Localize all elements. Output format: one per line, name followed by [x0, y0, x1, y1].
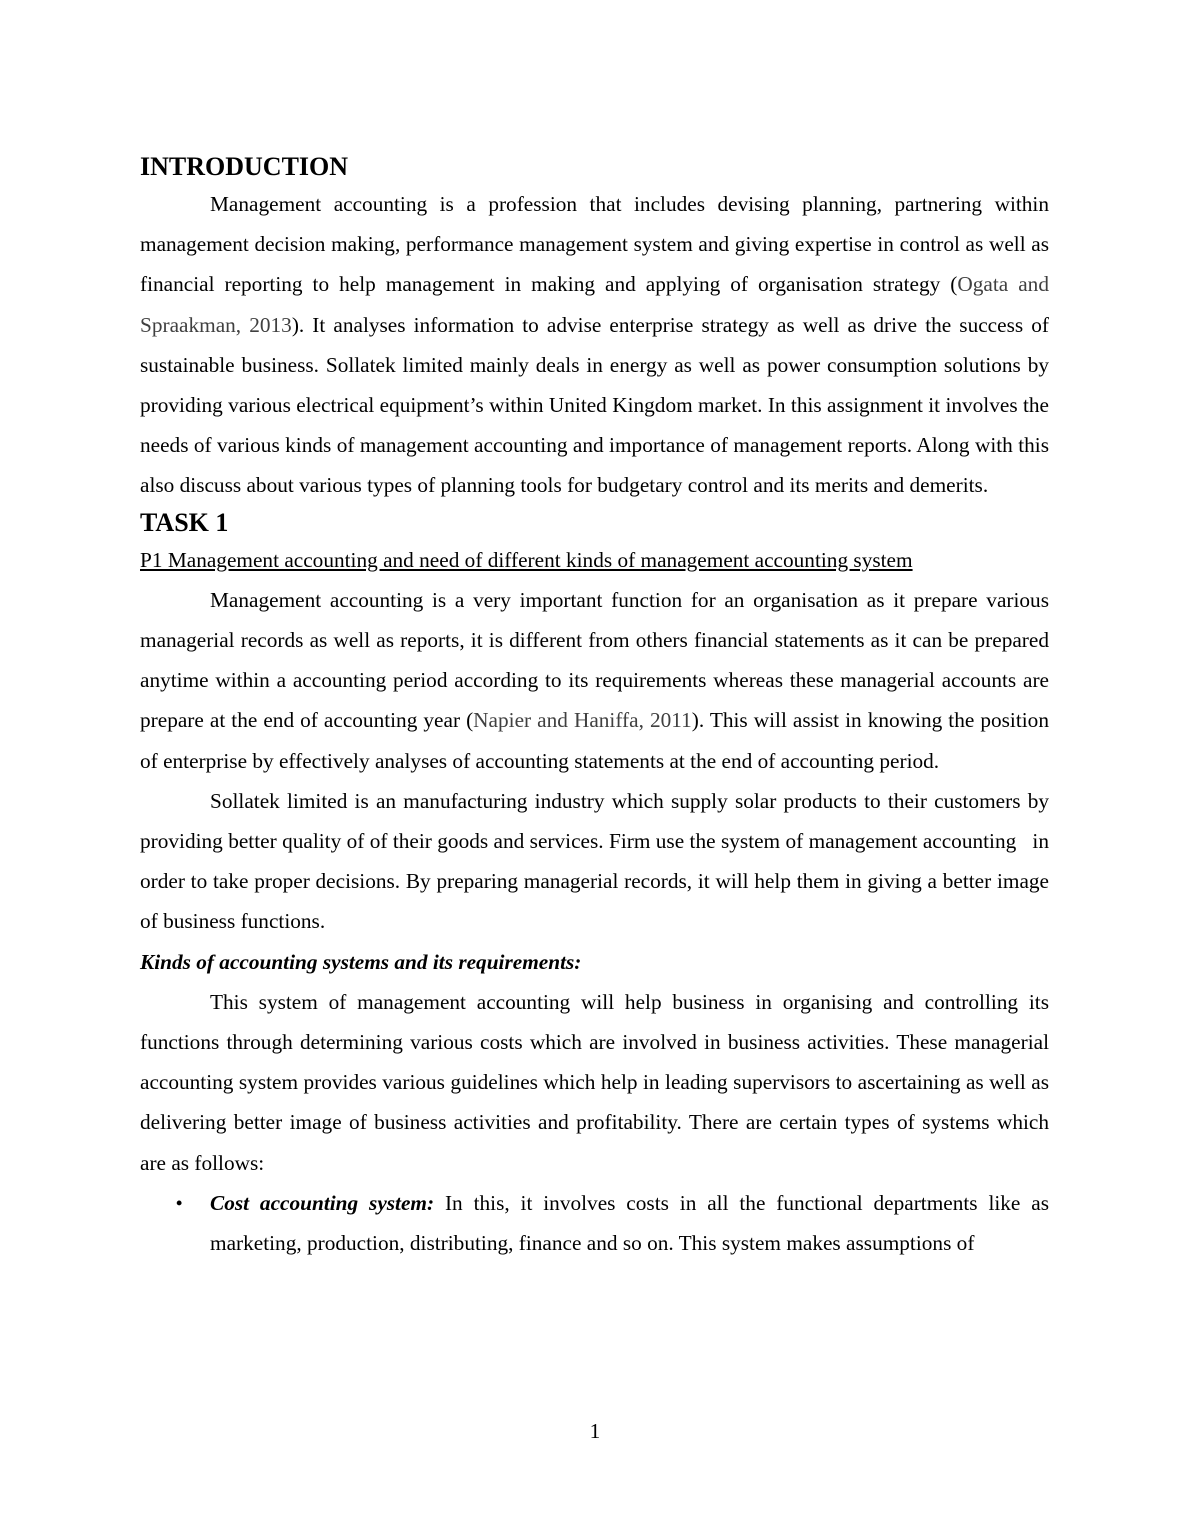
- list-item-term: Cost accounting system:: [210, 1190, 435, 1215]
- kinds-of-systems-title: Kinds of accounting systems and its requirements:: [140, 949, 582, 974]
- page-number: 1: [589, 1419, 601, 1443]
- task1-paragraph-2: Sollatek limited is an manufacturing industry which supply solar products to their customers by providing better quality of of their goods and services. Firm use the system of management accounting in order to take proper decisions. By preparing managerial records, it will help them in giving a better image of business functions.: [140, 788, 1055, 934]
- systems-list: [140, 1183, 1049, 1263]
- citation-ogata: Ogata and Spraakman, 2013: [140, 272, 1049, 337]
- task1-p1-text-start: Management accounting is a very important function for an organisation as it prepare various managerial records as well as reports, it is different from others financial statements as it can be prepared anytime within a accounting period according to its requirements whereas these managerial accounts are prepare at the end of accounting year (: [140, 587, 1049, 733]
- task1-p1-text-end: ). This will assist in knowing the position of enterprise by effectively analyses of accounting statements at the end of accounting period.: [140, 708, 1049, 773]
- introduction-heading: INTRODUCTION: [140, 152, 349, 181]
- bullet-icon: •: [176, 1192, 183, 1213]
- page-content: [140, 150, 1055, 1263]
- task1-paragraph-3: This system of management accounting will help business in organising and controlling its functions through determining various costs which are involved in business activities. These managerial accounting system provides various guidelines which help in leading supervisors to ascertaining as well as delivering better image of business activities and profitability. There are certain types of systems which are as follows:: [140, 989, 1049, 1175]
- introduction-text-end: ). It analyses information to advise enterprise strategy as well as drive the success of sustainable business. Sollatek limited mainly deals in energy as well as power consumption solutions by providing various electrical equipment’s within United Kingdom market. In this assignment it involves the needs of various kinds of management accounting and importance of management reports. Along with this also discuss about various types of planning tools for budgetary control and its merits and demerits.: [140, 312, 1049, 498]
- list-item-text: In this, it involves costs in all the functional departments like as marketing, production, distributing, finance and so on. This system makes assumptions of: [210, 1190, 1050, 1256]
- p1-subheading: P1 Management accounting and need of different kinds of management accounting system: [140, 547, 913, 572]
- citation-napier: Napier and Haniffa, 2011: [473, 708, 692, 733]
- introduction-text-start: Management accounting is a profession that includes devising planning, partnering within management decision making, performance management system and giving expertise in control as well as financial reporting to help management in making and applying of organisation strategy (: [140, 192, 1049, 297]
- task1-heading: TASK 1: [140, 507, 229, 537]
- introduction-paragraph: [140, 184, 1049, 506]
- list-item-cost-accounting: [140, 1183, 1049, 1263]
- task1-paragraph-1: [140, 580, 1049, 781]
